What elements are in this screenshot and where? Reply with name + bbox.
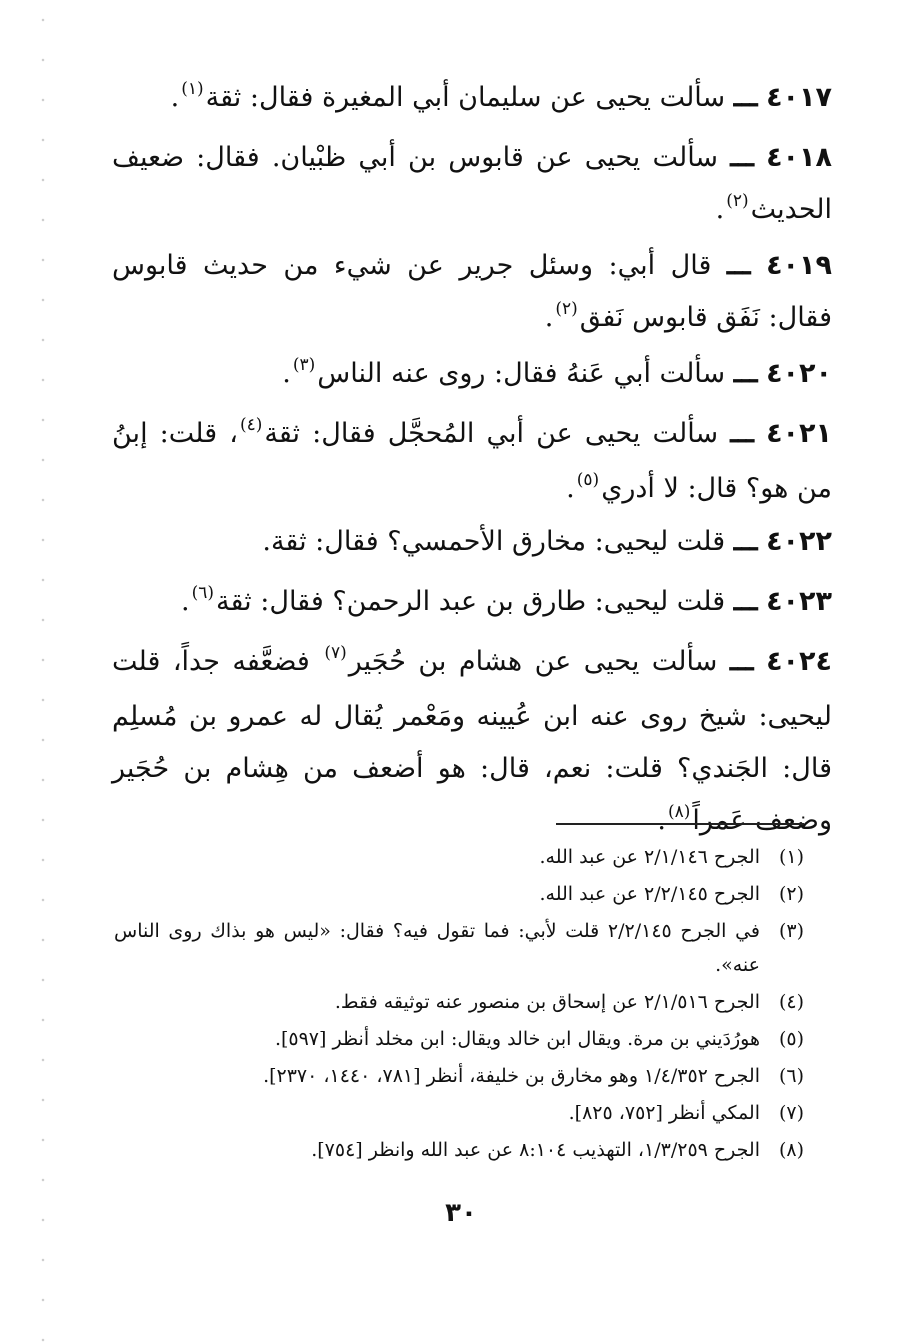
footnote-text: الجرح ١/٣/٢٥٩، التهذيب ٨:١٠٤ عن عبد الله وانظر [٧٥٤]. <box>311 1139 760 1161</box>
footnote-ref[interactable]: (٥) <box>576 470 600 490</box>
entry-4020 <box>112 348 832 403</box>
footnote-8 <box>114 1133 804 1167</box>
entry-4019 <box>112 240 832 347</box>
entry-dash: ـــ <box>733 526 758 557</box>
entry-text: سألت يحيى عن سليمان أبي المغيرة فقال: ثقة <box>205 82 726 113</box>
margin-dots-decoration <box>40 0 46 1342</box>
entry-tail: . <box>657 805 666 836</box>
footnote-text: الجرح ٢/١/١٤٦ عن عبد الله. <box>539 846 760 868</box>
footnote-6 <box>114 1059 804 1093</box>
entry-tail: . <box>566 473 575 504</box>
entry-4018 <box>112 132 832 239</box>
footnote-ref[interactable]: (٢) <box>726 191 749 211</box>
entry-4022 <box>112 516 832 568</box>
entry-text: قلت ليحيى: مخارق الأحمسي؟ فقال: ثقة. <box>262 526 726 557</box>
entry-4021 <box>112 408 832 518</box>
entry-text: سألت يحيى عن أبي المُحجَّل فقال: ثقة <box>264 418 719 449</box>
entry-dash: ـــ <box>729 646 754 677</box>
entry-tail: . <box>180 586 190 617</box>
footnote-number: (٤) <box>778 991 804 1013</box>
footnote-number: (١) <box>778 846 804 868</box>
footnote-number: (٨) <box>778 1139 804 1161</box>
footnote-ref[interactable]: (١) <box>181 79 204 99</box>
footnote-7 <box>114 1096 804 1130</box>
entry-number: ٤٠٢١ <box>766 418 832 449</box>
entry-tail: . <box>170 82 180 113</box>
entry-dash: ـــ <box>733 358 758 389</box>
entry-dash: ـــ <box>726 250 751 281</box>
entry-4023 <box>112 576 832 631</box>
entry-dash: ـــ <box>730 418 754 449</box>
footnote-ref[interactable]: (٧) <box>324 643 347 663</box>
entry-number: ٤٠٢٠ <box>766 358 832 389</box>
footnote-number: (٧) <box>778 1102 804 1124</box>
entry-number: ٤٠١٧ <box>766 82 832 113</box>
footnote-text: المكي أنظر [٧٥٢، ٨٢٥]. <box>568 1102 760 1124</box>
page-number: ٣٠ <box>445 1198 477 1228</box>
entry-tail: . <box>544 302 554 333</box>
entry-text: سألت يحيى عن هشام بن حُجَير <box>348 646 718 677</box>
entry-dash: ـــ <box>730 142 754 173</box>
entry-4017 <box>112 72 832 127</box>
entry-tail: . <box>715 194 725 225</box>
entry-text: سألت أبي عَنهُ فقال: روى عنه الناس <box>317 358 726 389</box>
footnote-number: (٦) <box>778 1065 804 1087</box>
footnote-ref[interactable]: (٦) <box>191 583 214 603</box>
footnote-number: (٢) <box>778 883 804 905</box>
footnote-4 <box>114 985 804 1019</box>
footnote-3 <box>114 914 804 982</box>
entry-dash: ـــ <box>733 586 758 617</box>
entry-4024 <box>112 636 832 850</box>
entry-text: قلت ليحيى: طارق بن عبد الرحمن؟ فقال: ثقة <box>216 586 726 617</box>
footnote-number: (٥) <box>778 1028 804 1050</box>
footnote-text: في الجرح ٢/٢/١٤٥ قلت لأبي: فما تقول فيه؟ فقال: «ليس هو بذاك روى الناس عنه». <box>114 920 760 976</box>
entry-number: ٤٠١٨ <box>766 142 832 173</box>
entry-text-continued: فضعَّفه جداً، قلت ليحيى: شيخ روى عنه ابن عُيينه ومَعْمر يُقال له عمرو بن مُسلِم قال: الجَندي؟ قلت: نعم، قال: هو أضعف من هِشام بن حُجَير وضعف عَمراً <box>112 646 832 836</box>
footnotes-section <box>114 840 804 1170</box>
entry-number: ٤٠٢٣ <box>766 586 832 617</box>
entry-text-continued: ، قلت: إبنُ من هو؟ قال: لا أدري <box>112 418 832 504</box>
footnote-text: الجرح ٢/٢/١٤٥ عن عبد الله. <box>539 883 760 905</box>
entry-dash: ـــ <box>733 82 758 113</box>
entry-number: ٤٠٢٢ <box>766 526 832 557</box>
footnote-5 <box>114 1022 804 1056</box>
footnote-text: الجرح ١/٤/٣٥٢ وهو مخارق بن خليفة، أنظر [٧٨١، ١٤٤٠، ٢٣٧٠]. <box>263 1065 760 1087</box>
footnote-2 <box>114 877 804 911</box>
entry-number: ٤٠٢٤ <box>766 646 832 677</box>
footnote-ref[interactable]: (٢) <box>555 299 578 319</box>
footnote-ref[interactable]: (٤) <box>239 415 263 435</box>
footnote-separator <box>556 823 804 825</box>
footnote-ref[interactable]: (٨) <box>667 802 691 822</box>
footnote-text: هورُدَيني بن مرة. ويقال ابن خالد ويقال: ابن مخلد أنظر [٥٩٧]. <box>274 1028 760 1050</box>
footnote-text: الجرح ٢/١/٥١٦ عن إسحاق بن منصور عنه توثيقه فقط. <box>334 991 760 1013</box>
entry-text: سألت يحيى عن قابوس بن أبي ظبْيان. فقال: ضعيف الحديث <box>112 142 832 225</box>
footnote-ref[interactable]: (٣) <box>292 355 316 375</box>
entry-number: ٤٠١٩ <box>766 250 832 281</box>
footnote-number: (٣) <box>778 920 804 942</box>
entry-text: قال أبي: وسئل جرير عن شيء من حديث قابوس فقال: نَفَق قابوس نَفق <box>112 250 832 333</box>
entry-tail: . <box>282 358 291 389</box>
footnote-1 <box>114 840 804 874</box>
